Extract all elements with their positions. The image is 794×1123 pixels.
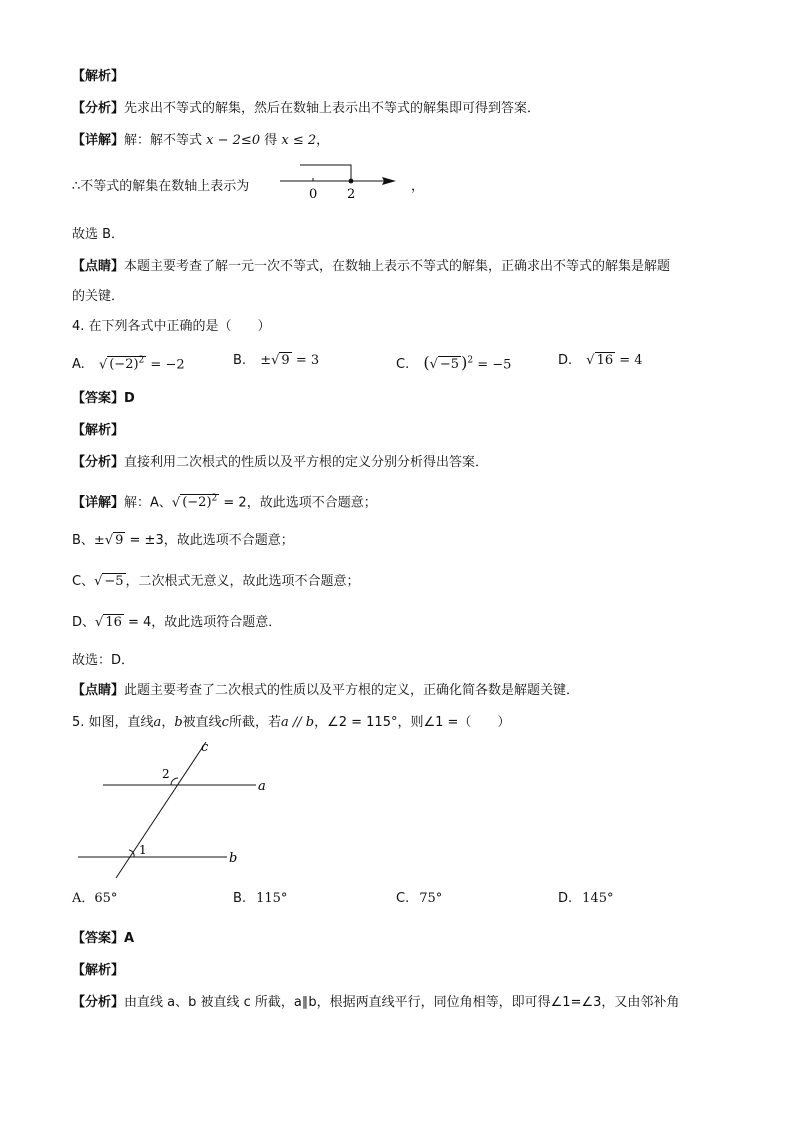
comment-text: 此题主要考查了二次根式的性质以及平方根的定义，正确化简各数是解题关键． <box>124 683 580 698</box>
analysis-heading: 【解析】 <box>72 69 125 84</box>
option-label: B. <box>233 891 247 906</box>
option-label: C. <box>396 891 410 906</box>
sqrt-expr: ±√ 9 <box>260 353 290 368</box>
tick-label-2: 2 <box>347 187 356 202</box>
option-label: C. <box>396 357 410 373</box>
comment-tag: 【点睛】 <box>72 259 125 274</box>
option-b-text: 115° <box>256 891 288 906</box>
analysis-text: 直接利用二次根式的性质以及平方根的定义分别分析得出答案． <box>124 455 489 470</box>
detail-text-mid: 得 <box>264 133 278 148</box>
option-a-text: A．65° <box>72 891 118 906</box>
comment-tag: 【点睛】 <box>72 683 125 698</box>
analysis-heading-5: 【解析】 <box>72 963 125 978</box>
line-c <box>116 742 206 878</box>
option-label: B. <box>233 353 247 368</box>
q5-option-d <box>558 890 613 908</box>
point-2 <box>349 179 354 184</box>
detail-c-pre: C、 <box>72 574 95 589</box>
solution-bracket <box>300 165 351 181</box>
inequality-expr: x − 2≤0 <box>206 133 261 148</box>
q5-var-c: c <box>221 715 229 730</box>
detail-text: 解：解不等式 <box>124 133 203 148</box>
comment-paragraph-4 <box>72 682 579 700</box>
comment-paragraph <box>72 258 670 276</box>
analysis-tag: 【分析】 <box>72 101 125 116</box>
analysis-tag: 【分析】 <box>72 455 125 470</box>
sqrt-expr: √ 16 <box>586 353 614 368</box>
question-5 <box>72 714 510 732</box>
detail-tag: 【详解】 <box>72 133 125 148</box>
option-a-value: = −2 <box>150 357 185 373</box>
q5-option-b <box>233 890 287 908</box>
q5-text: ，∠2 = 115°，则∠1 =（ ） <box>314 715 511 730</box>
detail-a-pre: 解：A、 <box>124 495 172 511</box>
detail-tag: 【详解】 <box>72 495 125 511</box>
q5-option-c <box>396 890 442 908</box>
label-angle-2: 2 <box>162 767 170 781</box>
detail-4-b <box>72 532 294 550</box>
detail-a-post: = 2，故此选项不合题意； <box>223 495 377 511</box>
sqrt-expr: √ −5 <box>94 574 124 589</box>
detail-b-pre: B、 <box>72 533 94 548</box>
number-line-arrow <box>382 177 396 185</box>
detail-c-post: ，二次根式无意义，故此选项不合题意； <box>125 574 360 589</box>
option-label: D. <box>558 353 573 368</box>
sqrt-expr: ±√ 9 <box>93 533 124 548</box>
option-label: A. <box>72 357 85 373</box>
q4-option-b <box>233 352 319 370</box>
detail-comma: ， <box>316 133 330 148</box>
q5-var-a: a <box>153 715 162 730</box>
detail-4-d <box>72 614 281 632</box>
comment-text: 本题主要考查了解一元一次不等式，在数轴上表示不等式的解集，正确求出不等式的解集是解题 <box>124 259 671 274</box>
detail-paragraph <box>72 132 329 150</box>
option-b-value: = 3 <box>295 353 320 368</box>
analysis-tag: 【分析】 <box>72 995 125 1010</box>
option-label: D. <box>558 891 573 906</box>
q5-text: 5. 如图，直线 <box>72 715 154 730</box>
detail-4-c <box>72 573 360 591</box>
q5-text: 所截，若 <box>228 715 281 730</box>
q5-var-b: b <box>174 715 183 730</box>
analysis-paragraph-5 <box>72 994 679 1012</box>
inequality-result: x ≤ 2 <box>281 133 317 148</box>
q4-option-a <box>72 352 185 374</box>
sqrt-expr: √ $(-2)^2$ <box>171 494 218 511</box>
sqrt-expr: (√ −5 )$^2$ <box>423 353 474 373</box>
tick-label-0: 0 <box>309 187 318 202</box>
number-line-text: ∴不等式的解集在数轴上表示为 <box>72 179 250 194</box>
answer-5: 【答案】A <box>72 931 135 946</box>
q5-text: ， <box>161 715 175 730</box>
detail-b-post: = ±3，故此选项不合题意； <box>129 533 294 548</box>
analysis-paragraph <box>72 100 540 118</box>
q5-option-a <box>72 890 117 908</box>
option-c-value: = −5 <box>477 357 512 373</box>
sqrt-expr: √ $(-2)^2$ <box>98 356 145 373</box>
choose-answer-4: 故选：D． <box>72 653 135 668</box>
label-c: c <box>201 740 209 755</box>
q5-text: 被直线 <box>182 715 222 730</box>
option-d-value: = 4 <box>619 353 643 368</box>
analysis-paragraph-4 <box>72 454 488 472</box>
detail-d-pre: D、 <box>72 615 96 630</box>
comment-text-cont: 的关键． <box>72 289 125 304</box>
parallel-lines-figure <box>70 738 290 880</box>
question-4: 4. 在下列各式中正确的是（ ） <box>72 319 271 334</box>
number-line-figure <box>276 158 406 206</box>
answer-4: 【答案】D <box>72 391 135 406</box>
detail-4-a <box>72 490 377 512</box>
q4-option-c <box>396 352 511 374</box>
label-angle-1: 1 <box>139 843 147 857</box>
analysis-text: 由直线 a、b 被直线 c 所截，a∥b，根据两直线平行，同位角相等，即可得∠1=∠3，又由邻补角 <box>124 995 680 1010</box>
q5-parallel: a // b <box>280 715 315 730</box>
sqrt-expr: √ 16 <box>95 615 122 630</box>
analysis-text: 先求出不等式的解集，然后在数轴上表示出不等式的解集即可得到答案． <box>124 101 541 116</box>
choose-answer: 故选 B． <box>72 227 125 242</box>
angle-2-arc <box>171 778 178 785</box>
detail-d-post: = 4，故此选项符合题意． <box>128 615 282 630</box>
q4-option-d <box>558 352 643 370</box>
analysis-heading-4: 【解析】 <box>72 423 125 438</box>
option-d-text: 145° <box>582 891 614 906</box>
label-a: a <box>258 779 266 794</box>
number-line-end: ， <box>411 179 425 194</box>
label-b: b <box>229 851 238 866</box>
option-c-text: 75° <box>419 891 443 906</box>
